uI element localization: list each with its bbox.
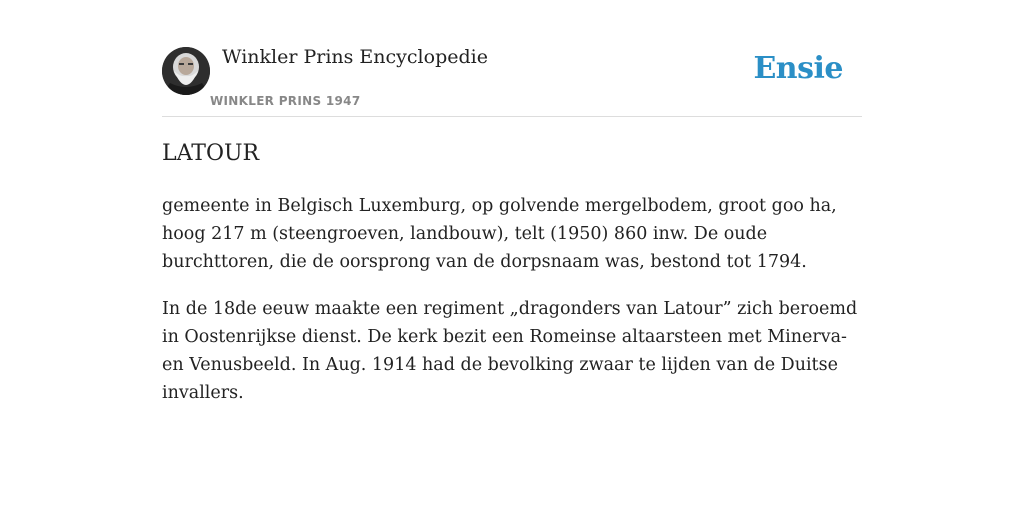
site-header — [162, 0, 862, 117]
source-subtitle: WINKLER PRINS 1947 — [210, 94, 361, 108]
entry-paragraph: gemeente in Belgisch Luxemburg, op golvende mergelbodem, groot goo ha, hoog 217 m (steengroeven, landbouw), telt (1950) 860 inw. De oude burchttoren, die de oorsprong van de dorpsnaam was, bestond tot 1794. — [162, 196, 837, 272]
entry-paragraph: In de 18de eeuw maakte een regiment „dragonders van Latour” zich beroemd in Oostenrijkse dienst. De kerk bezit een Romeinse altaarsteen met Minerva- en Venusbeeld. In Aug. 1914 had de bevolking zwaar te lijden van de Duitse invallers. — [162, 299, 858, 403]
author-avatar[interactable] — [162, 47, 210, 95]
entry-body — [162, 192, 862, 426]
ensie-logo-link[interactable]: Ensie — [753, 51, 843, 86]
site-title-link[interactable]: Winkler Prins Encyclopedie — [222, 46, 488, 68]
bearded-man-portrait-icon — [162, 47, 210, 95]
entry-title: LATOUR — [162, 141, 260, 166]
page — [162, 0, 862, 403]
